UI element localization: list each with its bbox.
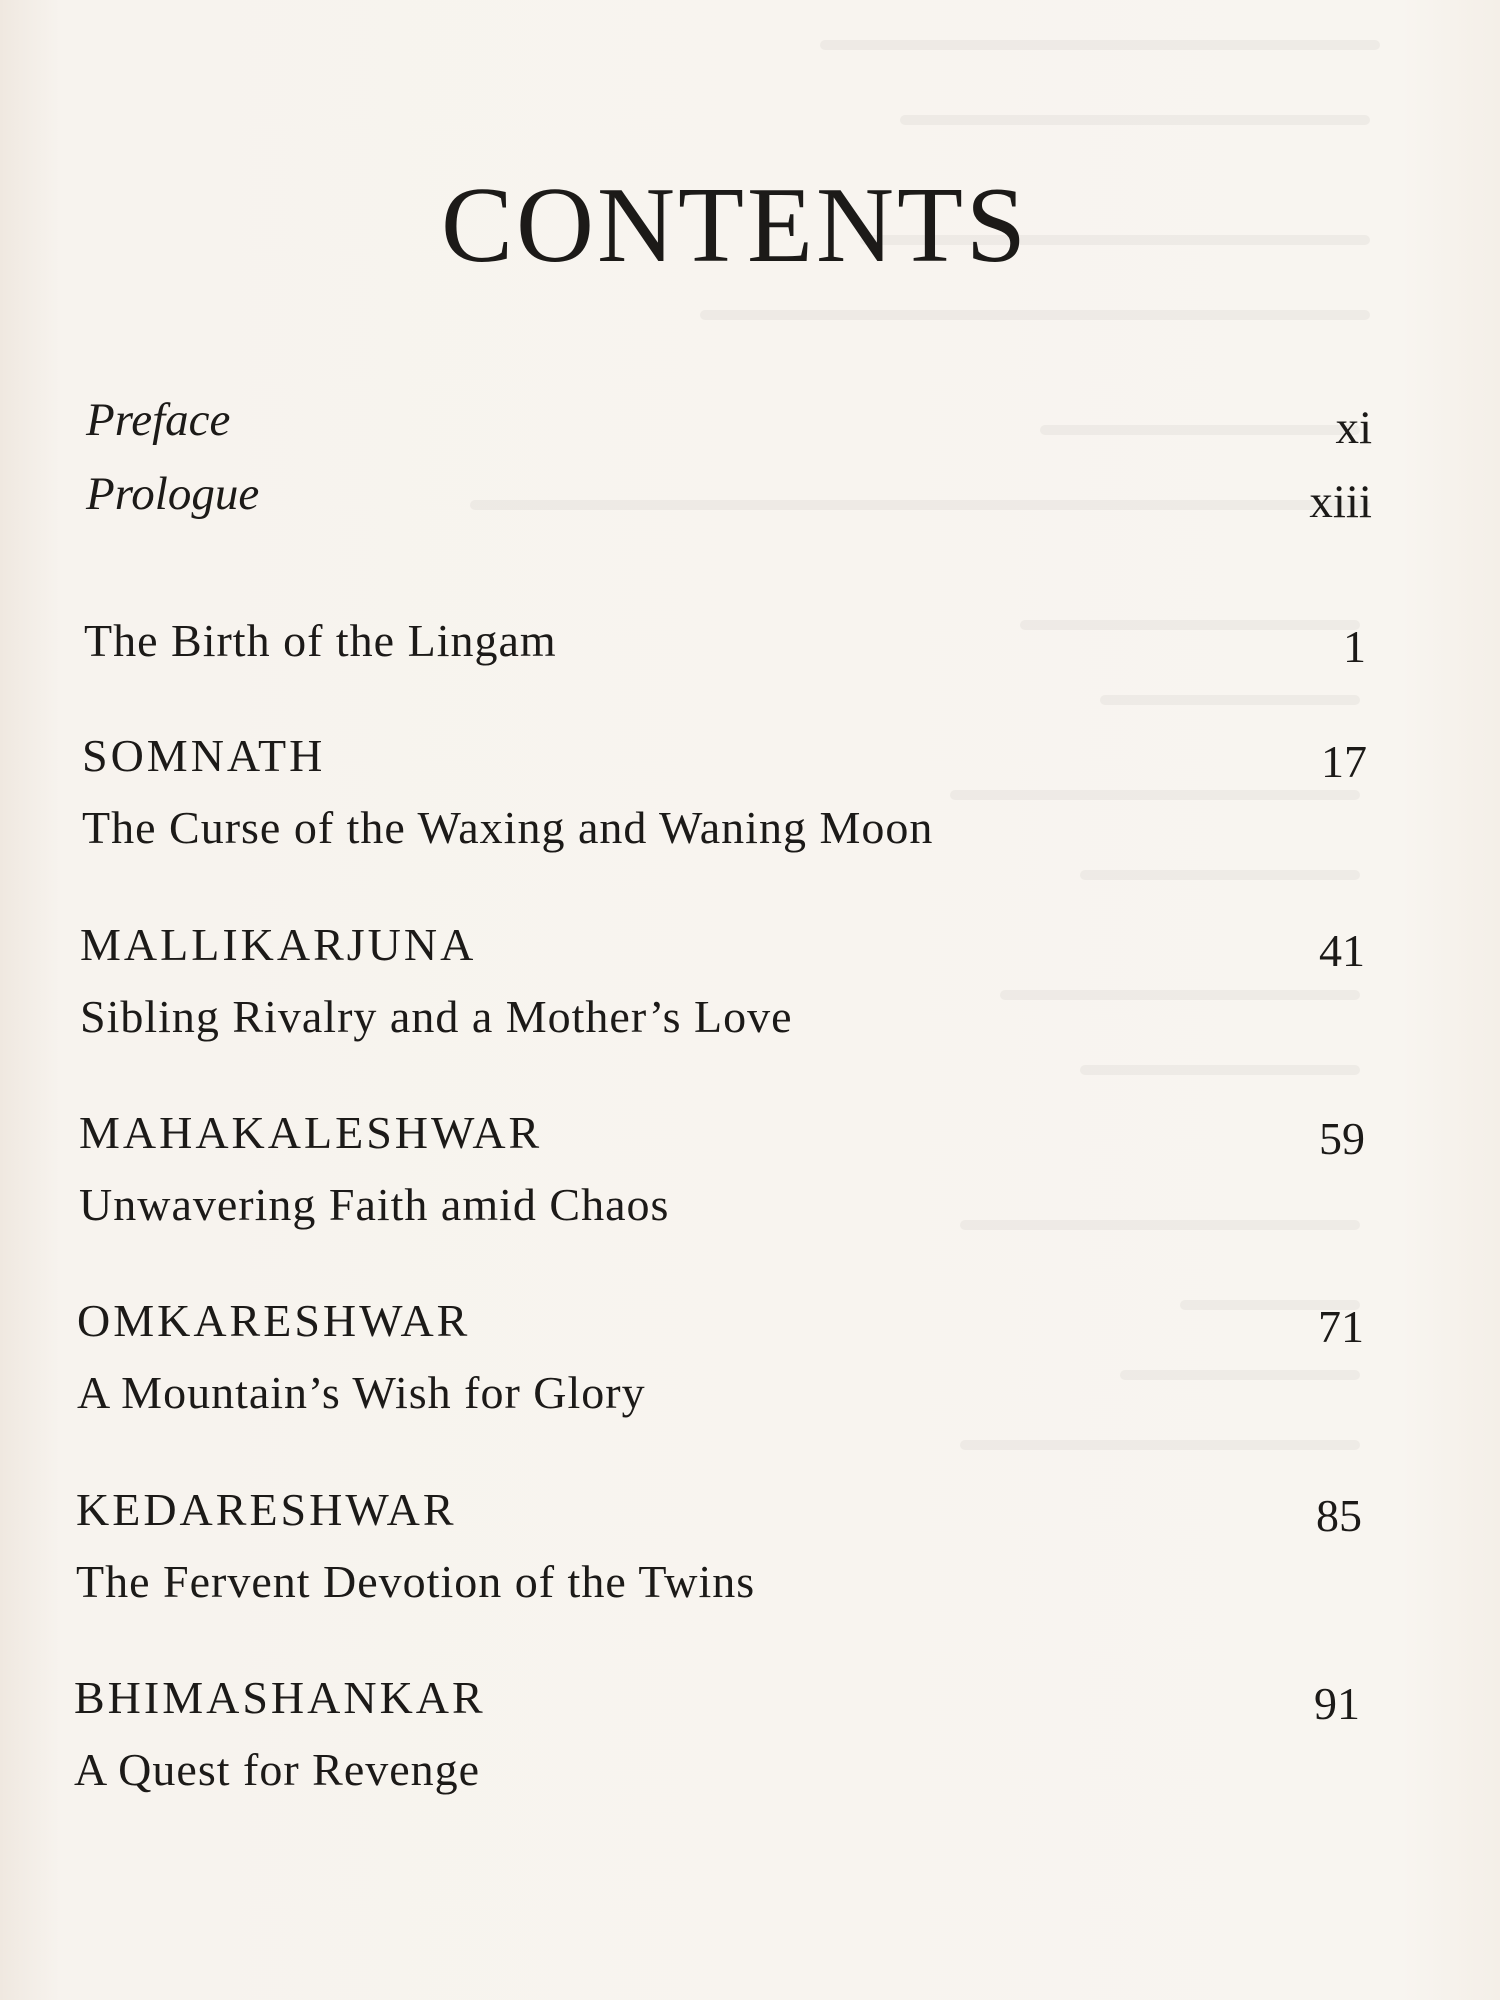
chapter-subtitle: Unwavering Faith amid Chaos bbox=[79, 1179, 670, 1230]
chapter-title: SOMNATH bbox=[82, 730, 326, 781]
toc-page-number: xi bbox=[1335, 402, 1372, 454]
toc-entry-kedareshwar[interactable] bbox=[76, 1482, 1362, 1632]
toc-page-number: 1 bbox=[1343, 621, 1366, 672]
chapter-subtitle: The Curse of the Waxing and Waning Moon bbox=[82, 802, 934, 853]
chapter-subtitle: A Quest for Revenge bbox=[74, 1744, 481, 1795]
chapter-title: MALLIKARJUNA bbox=[80, 919, 477, 970]
toc-entry-label: Preface bbox=[86, 394, 231, 446]
chapter-subtitle: A Mountain’s Wish for Glory bbox=[77, 1367, 646, 1418]
chapter-subtitle: The Fervent Devotion of the Twins bbox=[76, 1556, 756, 1607]
toc-entry-mallikarjuna[interactable] bbox=[80, 917, 1365, 1067]
toc-page-number: 41 bbox=[1319, 925, 1365, 976]
toc-entry-label: The Birth of the Lingam bbox=[84, 615, 557, 666]
toc-entry-mahakaleshwar[interactable] bbox=[79, 1105, 1365, 1255]
toc-page-number: 71 bbox=[1318, 1301, 1364, 1352]
toc-entry-omkareshwar[interactable] bbox=[77, 1293, 1364, 1443]
toc-page-number: 17 bbox=[1321, 736, 1367, 787]
toc-page-number: xiii bbox=[1309, 476, 1372, 528]
toc-entry-label: Prologue bbox=[86, 468, 260, 520]
toc-page-number: 85 bbox=[1316, 1490, 1362, 1541]
toc-page-number: 59 bbox=[1319, 1113, 1365, 1164]
chapter-subtitle: Sibling Rivalry and a Mother’s Love bbox=[80, 991, 793, 1042]
chapter-title: MAHAKALESHWAR bbox=[79, 1107, 543, 1158]
page-title: CONTENTS bbox=[441, 166, 1029, 286]
toc-entry-bhimashankar[interactable] bbox=[74, 1670, 1360, 1820]
toc-entry-preface[interactable] bbox=[86, 392, 1372, 454]
chapter-title: KEDARESHWAR bbox=[76, 1484, 457, 1535]
chapter-title: OMKARESHWAR bbox=[77, 1295, 471, 1346]
chapter-title: BHIMASHANKAR bbox=[74, 1672, 486, 1723]
toc-entry-prologue[interactable] bbox=[86, 466, 1372, 528]
toc-entry-birth-of-lingam[interactable] bbox=[84, 613, 1366, 673]
toc-entry-somnath[interactable] bbox=[82, 728, 1367, 878]
toc-page-number: 91 bbox=[1314, 1678, 1360, 1729]
